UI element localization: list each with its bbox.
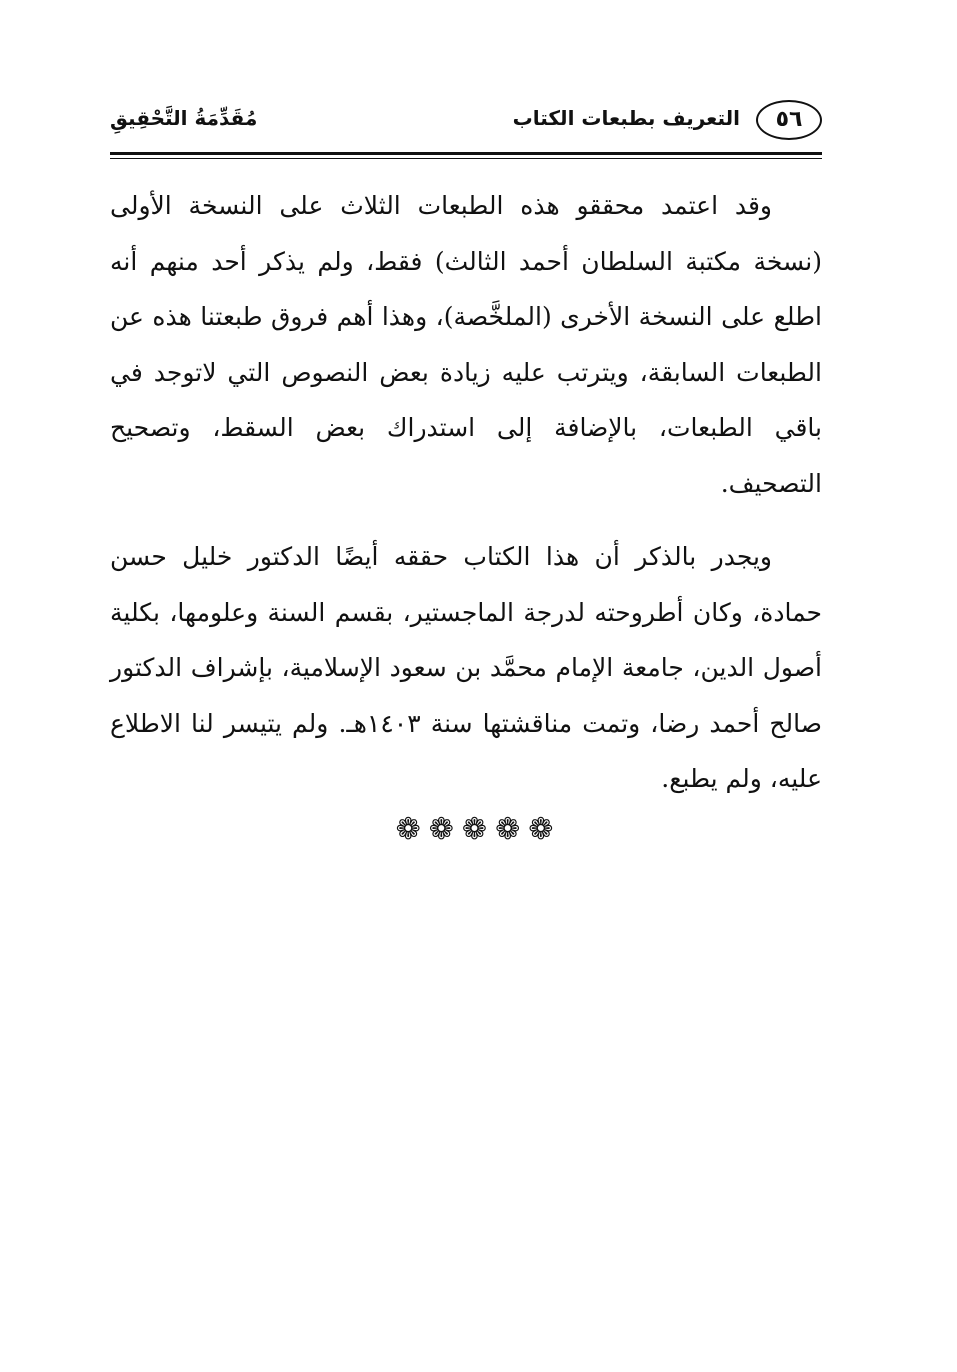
page-header [110, 96, 822, 148]
section-end-ornaments: ❁❁❁❁❁ [395, 812, 562, 847]
header-rule-thick [110, 152, 822, 155]
section-title: التعريف بطبعات الكتاب [512, 106, 740, 130]
body-text [110, 178, 822, 807]
paragraph-2: ويجدر بالذكر أن هذا الكتاب حققه أيضًا الدكتور خليل حسن حمادة، وكان أطروحته لدرجة الماجستير، بقسم السنة وعلومها، بكلية أصول الدين، جامعة الإمام محمَّد بن سعود الإسلامية، بإشراف الدكتور صالح أحمد رضا، وتمت مناقشتها سنة ١٤٠٣هـ. ولم يتيسر لنا الاطلاع عليه، ولم يطبع. [110, 542, 822, 793]
page-number: ٥٦ [775, 107, 803, 132]
paragraph-1: وقد اعتمد محققو هذه الطبعات الثلاث على النسخة الأولى (نسخة مكتبة السلطان أحمد الثالث) فقط، ولم يذكر أحد منهم أنه اطلع على النسخة الأخرى (الملخَّصة)، وهذا أهم فروق طبعتنا هذه عن الطبعات السابقة، ويترتب عليه زيادة بعض النصوص التي لاتوجد في باقي الطبعات، بالإضافة إلى استدراك بعض السقط، وتصحيح التصحيف. [110, 191, 822, 498]
page-number-badge [756, 100, 822, 140]
book-title: مُقَدِّمَةُ التَّحْقِيقِ [110, 106, 258, 130]
header-rule-thin [110, 158, 822, 159]
